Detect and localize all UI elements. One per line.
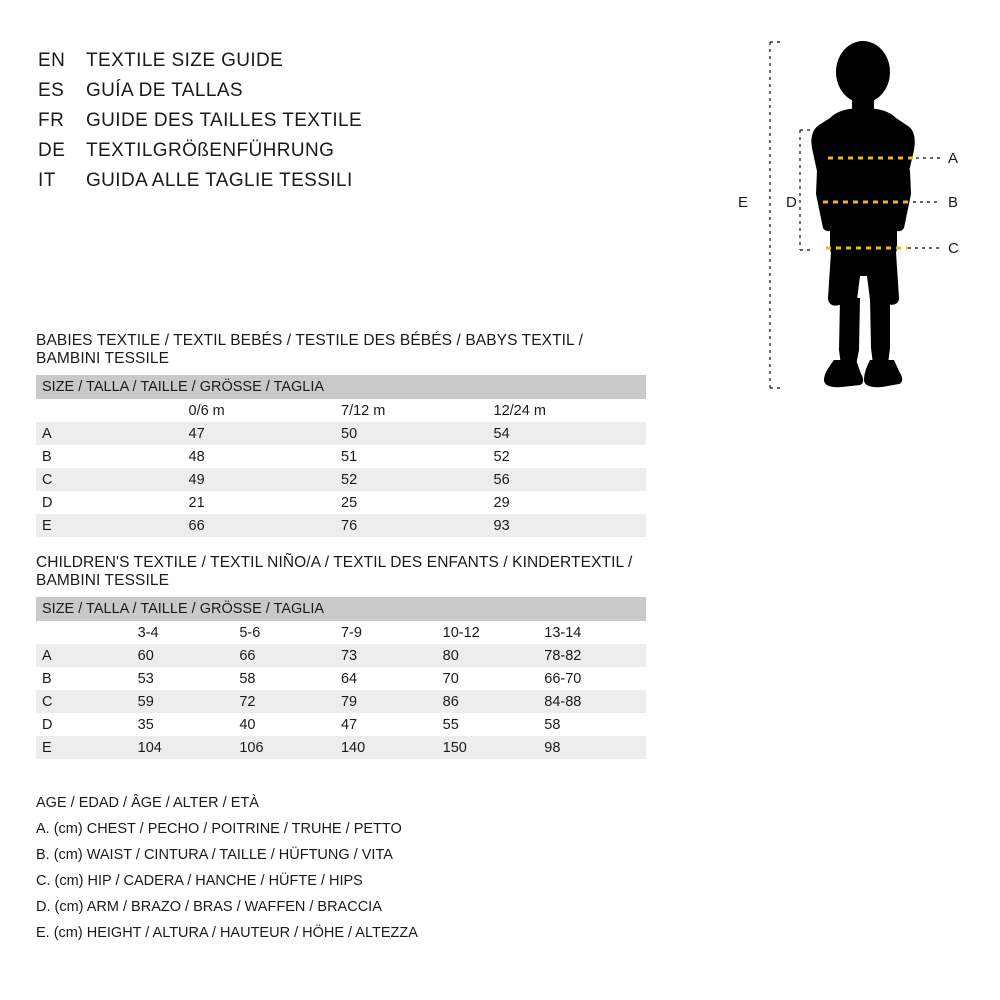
table-row xyxy=(36,468,646,491)
table-row xyxy=(36,713,646,736)
cell-value: 80 xyxy=(443,644,545,667)
cell-value: 76 xyxy=(341,514,494,537)
cell-value: 73 xyxy=(341,644,443,667)
cell-value: 66 xyxy=(189,514,342,537)
language-header xyxy=(38,50,362,200)
cell-value: 66-70 xyxy=(544,667,646,690)
language-title: TEXTILGRÖßENFÜHRUNG xyxy=(86,140,335,161)
leader-lines xyxy=(908,158,940,248)
column-header: 10-12 xyxy=(443,621,545,644)
cell-value: 140 xyxy=(341,736,443,759)
arm-length-indicator xyxy=(800,130,812,250)
language-code: IT xyxy=(38,170,56,191)
table-row xyxy=(36,491,646,514)
cell-value: 51 xyxy=(341,445,494,468)
size-header-label: SIZE / TALLA / TAILLE / GRÖSSE / TAGLIA xyxy=(36,375,646,399)
child-silhouette-icon xyxy=(811,41,914,387)
size-header-label: SIZE / TALLA / TAILLE / GRÖSSE / TAGLIA xyxy=(36,597,646,621)
column-header: 7-9 xyxy=(341,621,443,644)
row-label: E xyxy=(36,514,189,537)
language-code: DE xyxy=(38,140,66,161)
row-label: C xyxy=(36,690,138,713)
babies-section-title: BABIES TEXTILE / TEXTIL BEBÉS / TESTILE DES BÉBÉS / BABYS TEXTIL / BAMBINI TESSILE xyxy=(36,332,584,367)
table-row xyxy=(36,690,646,713)
marker-label-e: E xyxy=(738,194,749,211)
language-title: GUIDE DES TAILLES TEXTILE xyxy=(86,110,363,131)
legend-item: D. (cm) ARM / BRAZO / BRAS / WAFFEN / BRACCIA xyxy=(36,899,382,915)
legend-item: AGE / EDAD / ÂGE / ALTER / ETÀ xyxy=(36,795,259,811)
cell-value: 70 xyxy=(443,667,545,690)
cell-value: 52 xyxy=(494,445,647,468)
language-row xyxy=(38,110,362,140)
row-label: E xyxy=(36,736,138,759)
cell-value: 48 xyxy=(189,445,342,468)
table-column-row xyxy=(36,621,646,644)
marker-label-a: A xyxy=(948,150,959,167)
language-code: FR xyxy=(38,110,65,131)
row-label: A xyxy=(36,644,138,667)
cell-value: 21 xyxy=(189,491,342,514)
corner-cell xyxy=(36,399,189,422)
column-header: 3-4 xyxy=(138,621,240,644)
cell-value: 79 xyxy=(341,690,443,713)
cell-value: 72 xyxy=(239,690,341,713)
column-header: 13-14 xyxy=(544,621,646,644)
language-row xyxy=(38,50,362,80)
cell-value: 58 xyxy=(239,667,341,690)
cell-value: 59 xyxy=(138,690,240,713)
babies-table xyxy=(36,375,646,537)
cell-value: 35 xyxy=(138,713,240,736)
column-header: 7/12 m xyxy=(341,399,494,422)
cell-value: 52 xyxy=(341,468,494,491)
child-silhouette-diagram xyxy=(700,30,990,420)
cell-value: 106 xyxy=(239,736,341,759)
cell-value: 104 xyxy=(138,736,240,759)
cell-value: 40 xyxy=(239,713,341,736)
cell-value: 25 xyxy=(341,491,494,514)
column-header: 12/24 m xyxy=(494,399,647,422)
cell-value: 78-82 xyxy=(544,644,646,667)
table-header-row xyxy=(36,597,646,621)
legend-item: C. (cm) HIP / CADERA / HANCHE / HÜFTE / HIPS xyxy=(36,873,363,889)
children-table xyxy=(36,597,646,759)
marker-label-b: B xyxy=(948,194,959,211)
cell-value: 84-88 xyxy=(544,690,646,713)
cell-value: 58 xyxy=(544,713,646,736)
cell-value: 53 xyxy=(138,667,240,690)
measurement-legend xyxy=(36,790,418,946)
language-title: GUÍA DE TALLAS xyxy=(86,80,243,101)
legend-item: E. (cm) HEIGHT / ALTURA / HAUTEUR / HÖHE / ALTEZZA xyxy=(36,925,418,941)
row-label: B xyxy=(36,445,189,468)
cell-value: 98 xyxy=(544,736,646,759)
height-indicator xyxy=(770,42,782,388)
cell-value: 50 xyxy=(341,422,494,445)
language-row xyxy=(38,170,362,200)
cell-value: 66 xyxy=(239,644,341,667)
table-row xyxy=(36,667,646,690)
cell-value: 55 xyxy=(443,713,545,736)
column-header: 0/6 m xyxy=(189,399,342,422)
row-label: A xyxy=(36,422,189,445)
cell-value: 29 xyxy=(494,491,647,514)
cell-value: 64 xyxy=(341,667,443,690)
marker-label-c: C xyxy=(948,240,959,257)
cell-value: 47 xyxy=(189,422,342,445)
row-label: B xyxy=(36,667,138,690)
marker-label-d: D xyxy=(786,194,797,211)
table-row xyxy=(36,514,646,537)
language-row xyxy=(38,140,362,170)
language-title: TEXTILE SIZE GUIDE xyxy=(86,50,284,71)
cell-value: 47 xyxy=(341,713,443,736)
cell-value: 54 xyxy=(494,422,647,445)
row-label: C xyxy=(36,468,189,491)
table-row xyxy=(36,422,646,445)
language-row xyxy=(38,80,362,110)
cell-value: 86 xyxy=(443,690,545,713)
language-code: EN xyxy=(38,50,66,71)
cell-value: 93 xyxy=(494,514,647,537)
cell-value: 60 xyxy=(138,644,240,667)
children-section xyxy=(36,554,684,759)
legend-item: B. (cm) WAIST / CINTURA / TAILLE / HÜFTUNG / VITA xyxy=(36,847,393,863)
table-row xyxy=(36,736,646,759)
table-row xyxy=(36,445,646,468)
children-section-title: CHILDREN'S TEXTILE / TEXTIL NIÑO/A / TEXTIL DES ENFANTS / KINDERTEXTIL / BAMBINI TESSILE xyxy=(36,554,633,589)
column-header: 5-6 xyxy=(239,621,341,644)
language-title: GUIDA ALLE TAGLIE TESSILI xyxy=(86,170,353,191)
cell-value: 49 xyxy=(189,468,342,491)
cell-value: 150 xyxy=(443,736,545,759)
row-label: D xyxy=(36,713,138,736)
legend-item: A. (cm) CHEST / PECHO / POITRINE / TRUHE / PETTO xyxy=(36,821,402,837)
table-row xyxy=(36,644,646,667)
language-code: ES xyxy=(38,80,65,101)
table-header-row xyxy=(36,375,646,399)
cell-value: 56 xyxy=(494,468,647,491)
row-label: D xyxy=(36,491,189,514)
table-column-row xyxy=(36,399,646,422)
corner-cell xyxy=(36,621,138,644)
babies-section xyxy=(36,332,646,537)
